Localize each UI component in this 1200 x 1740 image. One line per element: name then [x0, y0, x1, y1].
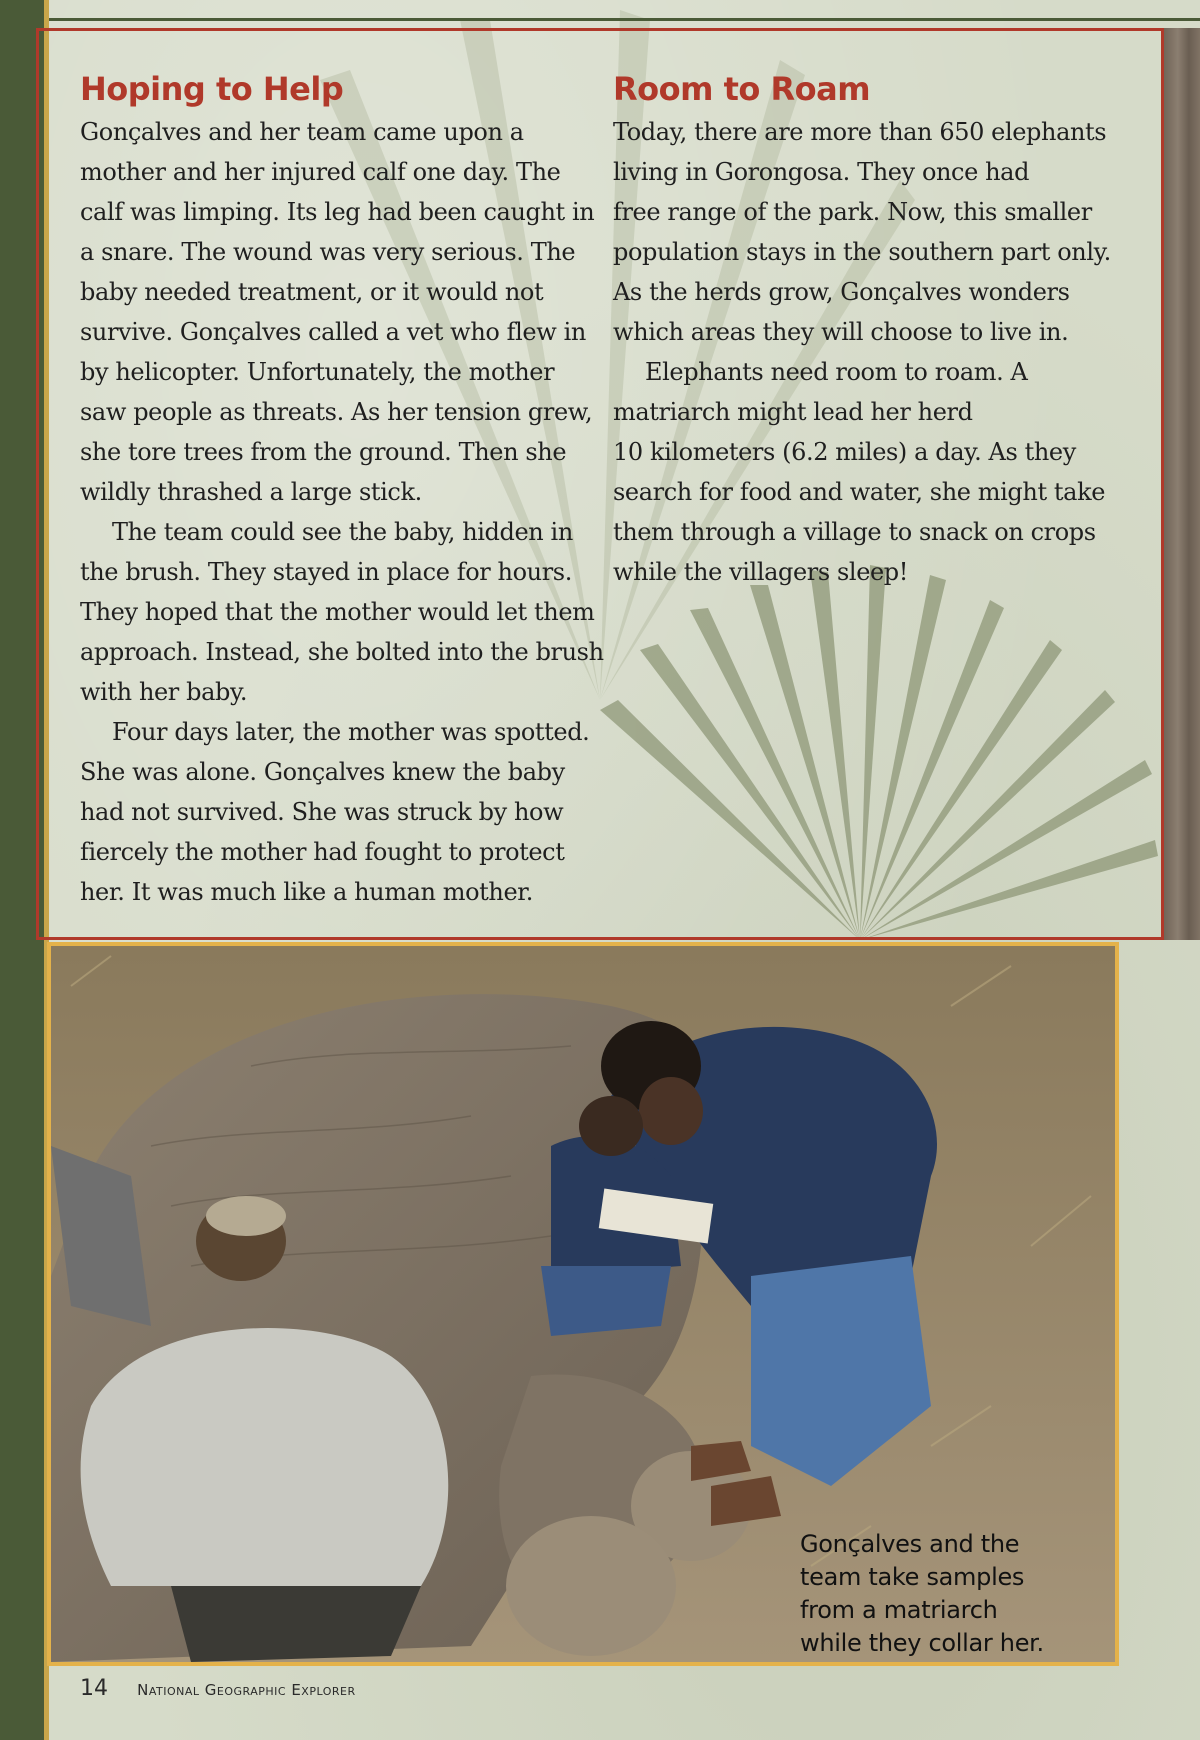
- text-line: baby needed treatment, or it would not: [80, 278, 544, 306]
- caption-line: from a matriarch: [800, 1596, 998, 1624]
- paragraph: [80, 712, 600, 912]
- section-hoping-to-help: [80, 70, 604, 912]
- section-heading: Hoping to Help: [80, 70, 344, 108]
- left-sidebar-stripe: [0, 0, 44, 1740]
- text-line: she tore trees from the ground. Then she: [80, 438, 567, 466]
- text-line: As the herds grow, Gonçalves wonders: [613, 278, 1070, 306]
- text-line: calf was limping. Its leg had been caught in: [80, 198, 595, 226]
- text-line: the brush. They stayed in place for hours.: [80, 558, 572, 586]
- paragraph: [80, 112, 600, 512]
- text-line: her. It was much like a human mother.: [80, 878, 533, 906]
- caption-line: Gonçalves and the: [800, 1530, 1020, 1558]
- text-line: Today, there are more than 650 elephants: [613, 118, 1107, 146]
- text-line: living in Gorongosa. They once had: [613, 158, 1030, 186]
- text-line: with her baby.: [80, 678, 248, 706]
- text-line: 10 kilometers (6.2 miles) a day. As they: [613, 438, 1076, 466]
- text-line: had not survived. She was struck by how: [80, 798, 564, 826]
- text-line: which areas they will choose to live in.: [613, 318, 1069, 346]
- top-rule: [49, 18, 1200, 21]
- text-line: population stays in the southern part only.: [613, 238, 1111, 266]
- text-line: saw people as threats. As her tension grew,: [80, 398, 593, 426]
- text-line: Four days later, the mother was spotted.: [112, 718, 590, 746]
- page-number: 14: [80, 1676, 108, 1701]
- paragraph: [80, 512, 604, 712]
- text-line: survive. Gonçalves called a vet who flew in: [80, 318, 586, 346]
- elephant-collaring-photo: [47, 942, 1119, 1666]
- text-line: them through a village to snack on crops: [613, 518, 1096, 546]
- text-line: Elephants need room to roam. A: [645, 358, 1028, 386]
- caption-line: while they collar her.: [800, 1629, 1044, 1657]
- text-line: wildly thrashed a large stick.: [80, 478, 422, 506]
- page-footer: [80, 1676, 356, 1701]
- text-line: approach. Instead, she bolted into the brush: [80, 638, 604, 666]
- text-line: She was alone. Gonçalves knew the baby: [80, 758, 565, 786]
- text-line: Gonçalves and her team came upon a: [80, 118, 524, 146]
- adjacent-page-elephant-photo-edge: [1163, 28, 1200, 940]
- text-line: fiercely the mother had fought to protect: [80, 838, 565, 866]
- palm-leaf-decoration: [560, 560, 1160, 940]
- text-line: a snare. The wound was very serious. The: [80, 238, 576, 266]
- magazine-title: National Geographic Explorer: [137, 1681, 356, 1699]
- section-heading: Room to Roam: [613, 70, 871, 108]
- paragraph: [613, 352, 1133, 592]
- section-room-to-roam: [613, 70, 1133, 592]
- paragraph: [613, 112, 1133, 352]
- text-line: while the villagers sleep!: [613, 558, 909, 586]
- text-line: by helicopter. Unfortunately, the mother: [80, 358, 555, 386]
- text-line: free range of the park. Now, this smaller: [613, 198, 1092, 226]
- text-line: They hoped that the mother would let them: [80, 598, 595, 626]
- photo-caption: [800, 1528, 1100, 1660]
- text-line: The team could see the baby, hidden in: [112, 518, 573, 546]
- text-line: search for food and water, she might take: [613, 478, 1106, 506]
- text-line: matriarch might lead her herd: [613, 398, 973, 426]
- text-line: mother and her injured calf one day. The: [80, 158, 561, 186]
- caption-line: team take samples: [800, 1563, 1025, 1591]
